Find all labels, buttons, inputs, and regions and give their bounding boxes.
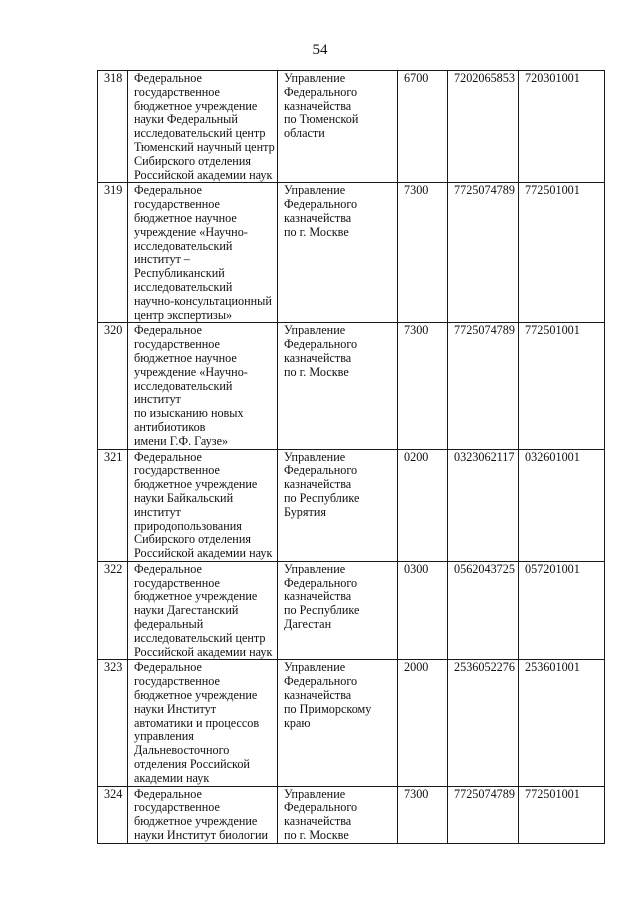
organization-name-line: учреждение «Научно- [134, 224, 248, 239]
organization-name-line: академии наук [134, 770, 210, 785]
treasury-code: 6700 [398, 71, 448, 183]
organization-name-line: государственное [134, 84, 220, 99]
table-row [98, 71, 605, 183]
row-number: 318 [98, 71, 128, 183]
row-number: 319 [98, 183, 128, 323]
organization-name-line: бюджетное учреждение [134, 688, 258, 703]
row-number: 322 [98, 561, 128, 660]
treasury-office-line: по г. Москве [284, 224, 349, 239]
treasury-office-line: краю [284, 715, 311, 730]
organization-name-line: науки Байкальский [134, 490, 234, 505]
kpp-value: 772501001 [519, 786, 605, 843]
organization-name [128, 323, 278, 449]
kpp-value: 720301001 [519, 71, 605, 183]
organization-name-line: управления [134, 729, 194, 744]
organization-name-line: исследовательский центр [134, 126, 266, 141]
inn-value: 7202065853 [448, 71, 519, 183]
organization-name-line: Российской академии наук [134, 546, 273, 561]
treasury-office-line: Федерального [284, 84, 358, 99]
organization-name-line: бюджетное учреждение [134, 814, 258, 829]
row-number: 321 [98, 449, 128, 561]
organization-name-line: Федеральное [134, 561, 202, 576]
treasury-office-line: казначейства [284, 98, 352, 113]
treasury-office-line: Управление [284, 183, 346, 198]
organization-name-line: Федеральное [134, 71, 202, 85]
organization-name-line: федеральный [134, 617, 204, 632]
institutions-table [97, 70, 605, 844]
organization-name-line: бюджетное научное [134, 210, 237, 225]
inn-value: 0323062117 [448, 449, 519, 561]
table-row [98, 183, 605, 323]
treasury-office-line: Управление [284, 786, 346, 801]
inn-value: 7725074789 [448, 183, 519, 323]
treasury-office-line: казначейства [284, 589, 352, 604]
treasury-office-line: Федерального [284, 463, 358, 478]
treasury-office-line: Управление [284, 660, 346, 675]
treasury-code: 7300 [398, 183, 448, 323]
organization-name-line: научно-консультационный [134, 293, 272, 308]
treasury-office-line: Бурятия [284, 504, 326, 519]
treasury-office-line: по Тюменской [284, 112, 359, 127]
treasury-office [278, 660, 398, 786]
organization-name-line: исследовательский [134, 238, 233, 253]
organization-name-line: Российской академии наук [134, 167, 273, 182]
treasury-office-line: по Республике [284, 490, 360, 505]
treasury-office [278, 561, 398, 660]
organization-name-line: Тюменский научный центр [134, 139, 275, 154]
treasury-office-line: по г. Москве [284, 364, 349, 379]
organization-name-line: отделения Российской [134, 757, 250, 772]
row-number: 320 [98, 323, 128, 449]
treasury-office-line: Управление [284, 71, 346, 85]
organization-name-line: антибиотиков [134, 419, 206, 434]
organization-name-line: бюджетное учреждение [134, 477, 258, 492]
organization-name-line: по изысканию новых [134, 406, 244, 421]
organization-name-line: науки Дагестанский [134, 603, 239, 618]
table-row [98, 660, 605, 786]
organization-name-line: центр экспертизы» [134, 307, 233, 322]
inn-value: 0562043725 [448, 561, 519, 660]
organization-name-line: государственное [134, 800, 220, 815]
treasury-office-line: Управление [284, 323, 346, 338]
table-row [98, 561, 605, 660]
organization-name-line: имени Г.Ф. Гаузе» [134, 433, 229, 448]
treasury-code: 2000 [398, 660, 448, 786]
treasury-office-line: казначейства [284, 210, 352, 225]
row-number: 323 [98, 660, 128, 786]
kpp-value: 772501001 [519, 323, 605, 449]
organization-name-line: государственное [134, 674, 220, 689]
treasury-office [278, 786, 398, 843]
treasury-office [278, 183, 398, 323]
treasury-office-line: казначейства [284, 350, 352, 365]
organization-name-line: природопользования [134, 518, 242, 533]
treasury-office [278, 449, 398, 561]
organization-name-line: автоматики и процессов [134, 715, 260, 730]
treasury-office-line: области [284, 126, 325, 141]
treasury-office-line: Федерального [284, 337, 358, 352]
kpp-value: 057201001 [519, 561, 605, 660]
treasury-office-line: Федерального [284, 575, 358, 590]
organization-name [128, 71, 278, 183]
treasury-office-line: казначейства [284, 477, 352, 492]
organization-name-line: государственное [134, 197, 220, 212]
kpp-value: 772501001 [519, 183, 605, 323]
organization-name-line: бюджетное учреждение [134, 98, 258, 113]
organization-name-line: Республиканский [134, 266, 225, 281]
organization-name-line: Сибирского отделения [134, 532, 251, 547]
organization-name-line: Сибирского отделения [134, 153, 251, 168]
treasury-office-line: по г. Москве [284, 828, 349, 843]
kpp-value: 032601001 [519, 449, 605, 561]
treasury-office-line: казначейства [284, 688, 352, 703]
table-row [98, 323, 605, 449]
inn-value: 7725074789 [448, 786, 519, 843]
organization-name-line: исследовательский [134, 378, 233, 393]
page-number: 54 [312, 42, 328, 58]
organization-name-line: Российской академии наук [134, 644, 273, 659]
table-row [98, 786, 605, 843]
organization-name-line: учреждение «Научно- [134, 364, 248, 379]
organization-name-line: Федеральное [134, 183, 202, 198]
treasury-office [278, 71, 398, 183]
treasury-office-line: Дагестан [284, 617, 332, 632]
treasury-office-line: по Приморскому [284, 701, 372, 716]
organization-name [128, 561, 278, 660]
organization-name-line: исследовательский центр [134, 630, 266, 645]
organization-name-line: институт [134, 392, 181, 407]
treasury-office-line: Федерального [284, 800, 358, 815]
treasury-code: 0300 [398, 561, 448, 660]
organization-name-line: Федеральное [134, 786, 202, 801]
treasury-office-line: по Республике [284, 603, 360, 618]
organization-name-line: Федеральное [134, 660, 202, 675]
kpp-value: 253601001 [519, 660, 605, 786]
treasury-code: 7300 [398, 786, 448, 843]
organization-name-line: государственное [134, 337, 220, 352]
organization-name-line: Федеральное [134, 449, 202, 464]
treasury-office-line: Управление [284, 449, 346, 464]
inn-value: 2536052276 [448, 660, 519, 786]
organization-name [128, 449, 278, 561]
organization-name-line: Федеральное [134, 323, 202, 338]
table-row [98, 449, 605, 561]
inn-value: 7725074789 [448, 323, 519, 449]
organization-name-line: государственное [134, 463, 220, 478]
organization-name-line: науки Федеральный [134, 112, 238, 127]
organization-name-line: государственное [134, 575, 220, 590]
treasury-office-line: казначейства [284, 814, 352, 829]
treasury-office [278, 323, 398, 449]
organization-name-line: науки Институт [134, 701, 217, 716]
organization-name-line: институт [134, 504, 181, 519]
organization-name-line: бюджетное научное [134, 350, 237, 365]
organization-name-line: науки Институт биологии [134, 828, 268, 843]
organization-name [128, 660, 278, 786]
treasury-code: 0200 [398, 449, 448, 561]
organization-name [128, 183, 278, 323]
treasury-office-line: Федерального [284, 674, 358, 689]
organization-name-line: Дальневосточного [134, 743, 230, 758]
organization-name [128, 786, 278, 843]
organization-name-line: бюджетное учреждение [134, 589, 258, 604]
organization-name-line: институт – [134, 252, 191, 267]
row-number: 324 [98, 786, 128, 843]
treasury-office-line: Управление [284, 561, 346, 576]
treasury-code: 7300 [398, 323, 448, 449]
treasury-office-line: Федерального [284, 197, 358, 212]
organization-name-line: исследовательский [134, 279, 233, 294]
